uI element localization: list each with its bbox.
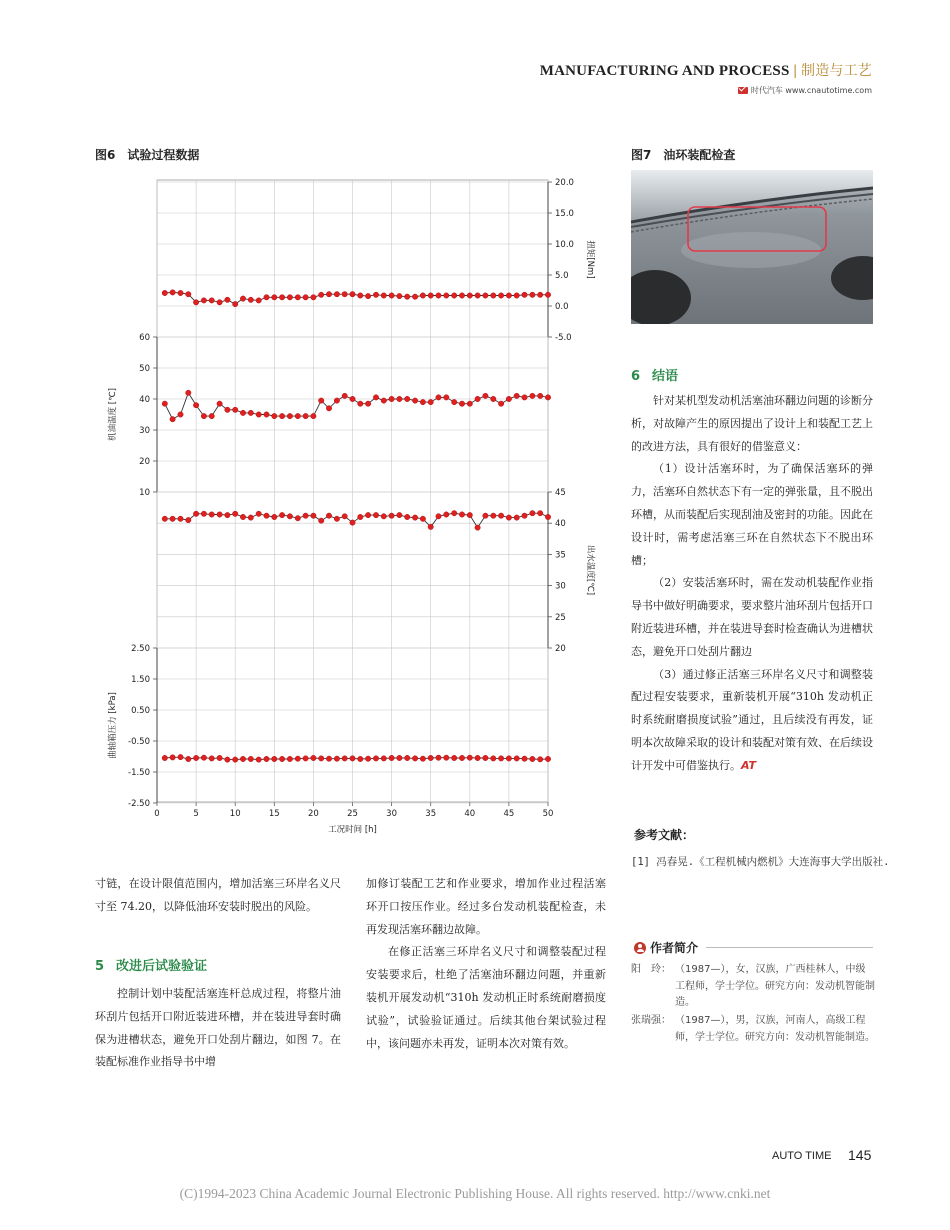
data-point — [311, 295, 316, 300]
data-point — [475, 396, 480, 401]
y-tick-label: 15.0 — [555, 209, 574, 219]
data-point — [483, 513, 488, 518]
data-point — [412, 398, 417, 403]
data-point — [506, 756, 511, 761]
data-point — [272, 756, 277, 761]
data-point — [186, 756, 191, 761]
y-tick-label: 0.0 — [555, 302, 569, 312]
section6-item1: （1）设计活塞环时，为了确保活塞环的弹力，活塞环自然状态下有一定的弹张量，且不脱出环槽，从而装配后实现刮油及密封的功能。因此在设计时，需考虑活塞三环在自然状态下不脱出环槽； — [631, 462, 873, 567]
data-point — [545, 292, 550, 297]
data-point — [428, 755, 433, 760]
author-1-desc: （1987—），女，汉族，广西桂林人，中级工程师，学士学位。研究方向：发动机智能制造。 — [675, 964, 875, 1008]
figure6-chart — [90, 168, 610, 848]
data-point — [225, 297, 230, 302]
data-point — [514, 515, 519, 520]
data-point — [373, 395, 378, 400]
section6-body — [631, 390, 873, 778]
data-point — [233, 511, 238, 516]
data-point — [420, 399, 425, 404]
data-point — [240, 296, 245, 301]
data-point — [217, 755, 222, 760]
data-point — [209, 756, 214, 761]
data-point — [248, 515, 253, 520]
header-site — [738, 85, 872, 96]
chart-svg — [90, 168, 610, 848]
data-point — [264, 295, 269, 300]
data-point — [186, 517, 191, 522]
section5-number: 5 — [95, 959, 105, 974]
data-point — [397, 755, 402, 760]
data-point — [538, 511, 543, 516]
data-point — [436, 514, 441, 519]
data-point — [444, 395, 449, 400]
data-point — [545, 514, 550, 519]
middle-paragraph-2: 在修正活塞三环岸名义尺寸和调整装配过程安装要求后，杜绝了活塞油环翻边问题，并重新装机开展发动机“310h 发动机正时系统耐磨损度试验”，试验验证通过。后续其他台架试验过程中，该问题亦未再发，证明本次对策有效。 — [366, 945, 606, 1050]
data-point — [279, 413, 284, 418]
data-point — [389, 293, 394, 298]
data-point — [467, 401, 472, 406]
header-title-cn: 制造与工艺 — [801, 63, 872, 79]
figure7-photo — [631, 170, 873, 324]
data-point — [240, 514, 245, 519]
data-point — [538, 757, 543, 762]
data-point — [428, 524, 433, 529]
data-point — [178, 290, 183, 295]
middle-column — [366, 873, 606, 1055]
data-point — [178, 754, 183, 759]
data-point — [452, 293, 457, 298]
data-point — [201, 511, 206, 516]
y-tick-label: 30 — [139, 426, 150, 436]
section6-heading — [631, 365, 678, 384]
data-point — [358, 293, 363, 298]
section6-item3 — [631, 664, 873, 778]
y-tick-label: 30 — [555, 581, 566, 592]
y-tick-label: 50 — [139, 364, 150, 374]
y-axis-label: 出水温度[℃] — [585, 544, 595, 596]
data-point — [225, 407, 230, 412]
header-site-text: 时代汽车 www.cnautotime.com — [750, 86, 872, 95]
data-point — [342, 292, 347, 297]
data-point — [264, 756, 269, 761]
data-point — [522, 395, 527, 400]
author-2 — [631, 1013, 875, 1046]
data-point — [545, 395, 550, 400]
y-tick-label: 1.50 — [131, 675, 150, 685]
data-point — [506, 515, 511, 520]
data-point — [233, 757, 238, 762]
data-point — [264, 412, 269, 417]
data-point — [295, 295, 300, 300]
y-tick-label: -1.50 — [128, 768, 150, 778]
data-point — [295, 413, 300, 418]
data-point — [186, 390, 191, 395]
data-point — [303, 756, 308, 761]
data-point — [358, 401, 363, 406]
data-point — [170, 516, 175, 521]
data-point — [193, 511, 198, 516]
x-tick-label: 50 — [542, 809, 554, 819]
data-point — [303, 413, 308, 418]
data-point — [279, 756, 284, 761]
paragraph-continued: 寸链，在设计限值范围内，增加活塞三环岸名义尺寸至 74.20，以降低油环安装时脱出的风险。 — [95, 877, 341, 913]
data-point — [397, 512, 402, 517]
data-point — [311, 513, 316, 518]
y-tick-label: -0.50 — [128, 737, 150, 747]
data-point — [295, 516, 300, 521]
data-point — [193, 403, 198, 408]
y-axis-label: 扭矩[Nm] — [585, 240, 595, 279]
header-separator: | — [793, 63, 797, 79]
data-point — [436, 395, 441, 400]
header-title-en: MANUFACTURING AND PROCESS — [539, 63, 790, 79]
data-point — [264, 513, 269, 518]
data-point — [467, 512, 472, 517]
data-point — [162, 290, 167, 295]
figure6-caption: 图6 试验过程数据 — [95, 148, 200, 162]
data-point — [389, 755, 394, 760]
data-point — [334, 516, 339, 521]
section6-intro: 针对某机型发动机活塞油环翻边问题的诊断分析，对故障产生的原因提出了设计上和装配工艺上的改进方法，具有很好的借鉴意义： — [631, 394, 873, 453]
data-point — [170, 417, 175, 422]
data-point — [475, 525, 480, 530]
data-point — [178, 412, 183, 417]
section6-item3-text: （3）通过修正活塞三环岸名义尺寸和调整装配过程安装要求，重新装机开展“310h 发动机正时系统耐磨损度试验”通过，且后续没有再发，证明本次故障采取的设计和装配对策有效、在后续设计开发中可借鉴执行。 — [631, 667, 873, 772]
authors-heading — [634, 939, 698, 956]
author-2-name: 张瑞强： — [631, 1015, 671, 1026]
y-tick-label: 5.0 — [555, 271, 569, 281]
data-point — [428, 399, 433, 404]
data-point — [381, 398, 386, 403]
data-point — [420, 516, 425, 521]
data-point — [217, 300, 222, 305]
data-point — [381, 756, 386, 761]
x-tick-label: 20 — [307, 809, 319, 819]
data-point — [428, 293, 433, 298]
author-1-name: 阳 玲： — [631, 964, 671, 975]
y-tick-label: 35 — [555, 550, 566, 561]
data-point — [373, 512, 378, 517]
data-point — [162, 401, 167, 406]
series-line — [165, 393, 548, 419]
data-point — [240, 410, 245, 415]
data-point — [412, 756, 417, 761]
data-point — [319, 292, 324, 297]
data-point — [303, 513, 308, 518]
data-point — [326, 513, 331, 518]
data-point — [319, 756, 324, 761]
x-tick-label: 35 — [425, 809, 437, 819]
data-point — [358, 514, 363, 519]
data-point — [209, 298, 214, 303]
data-point — [538, 292, 543, 297]
x-tick-label: 5 — [193, 809, 199, 819]
middle-paragraph-1: 加修订装配工艺和作业要求，增加作业过程活塞环开口按压作业。经过多台发动机装配检查，未再发现活塞环翻边故障。 — [366, 877, 606, 936]
y-tick-label: 25 — [555, 612, 566, 623]
data-point — [162, 755, 167, 760]
data-point — [498, 513, 503, 518]
data-point — [217, 401, 222, 406]
authors-divider — [706, 947, 873, 948]
data-point — [483, 755, 488, 760]
data-point — [326, 292, 331, 297]
data-point — [350, 292, 355, 297]
data-point — [467, 755, 472, 760]
data-point — [303, 295, 308, 300]
data-point — [272, 514, 277, 519]
data-point — [209, 512, 214, 517]
data-point — [373, 756, 378, 761]
data-point — [444, 293, 449, 298]
data-point — [498, 293, 503, 298]
x-tick-label: 10 — [229, 809, 241, 819]
data-point — [350, 396, 355, 401]
data-point — [287, 295, 292, 300]
data-point — [256, 412, 261, 417]
data-point — [365, 401, 370, 406]
section6-title: 结语 — [652, 369, 679, 384]
data-point — [459, 293, 464, 298]
data-point — [459, 512, 464, 517]
data-point — [467, 293, 472, 298]
data-point — [287, 756, 292, 761]
data-point — [530, 393, 535, 398]
y-tick-label: 10 — [139, 488, 150, 498]
data-point — [365, 293, 370, 298]
data-point — [233, 407, 238, 412]
data-point — [475, 755, 480, 760]
data-point — [412, 294, 417, 299]
y-tick-label: 20 — [139, 457, 150, 467]
page-number: 145 — [848, 1147, 872, 1163]
figure7-caption: 图7 油环装配检查 — [631, 148, 736, 162]
y-axis-label: 曲轴箱压力 [kPa] — [108, 692, 118, 759]
x-axis-label: 工况时间 [h] — [328, 825, 377, 835]
data-point — [334, 756, 339, 761]
y-tick-label: -2.50 — [128, 799, 150, 809]
data-point — [225, 757, 230, 762]
y-tick-label: 10.0 — [555, 240, 574, 250]
data-point — [319, 398, 324, 403]
data-point — [326, 406, 331, 411]
data-point — [201, 298, 206, 303]
section6-item2: （2）安装活塞环时，需在发动机装配作业指导书中做好明确要求，要求整片油环刮片包括开口附近装进环槽，并在装进导套时检查确认为进槽状态，避免开口处刮片翻边 — [631, 576, 873, 658]
y-tick-label: 2.50 — [131, 644, 150, 654]
y-tick-label: 20.0 — [555, 178, 574, 188]
data-point — [342, 756, 347, 761]
data-point — [186, 292, 191, 297]
data-point — [365, 512, 370, 517]
data-point — [514, 293, 519, 298]
data-point — [538, 393, 543, 398]
data-point — [506, 396, 511, 401]
data-point — [420, 293, 425, 298]
data-point — [452, 511, 457, 516]
data-point — [452, 399, 457, 404]
data-point — [444, 512, 449, 517]
data-point — [530, 756, 535, 761]
data-point — [193, 755, 198, 760]
data-point — [358, 756, 363, 761]
data-point — [436, 293, 441, 298]
person-icon — [634, 942, 646, 954]
data-point — [311, 755, 316, 760]
y-tick-label: 20 — [555, 644, 566, 654]
data-point — [545, 756, 550, 761]
data-point — [350, 756, 355, 761]
data-point — [279, 512, 284, 517]
data-point — [530, 511, 535, 516]
data-point — [162, 516, 167, 521]
y-tick-label: 40 — [139, 395, 150, 405]
y-tick-label: 45 — [555, 488, 566, 498]
data-point — [170, 290, 175, 295]
data-point — [491, 293, 496, 298]
y-tick-label: -5.0 — [555, 333, 572, 343]
data-point — [498, 756, 503, 761]
data-point — [444, 755, 449, 760]
data-point — [405, 514, 410, 519]
data-point — [272, 413, 277, 418]
data-point — [452, 755, 457, 760]
y-tick-label: 0.50 — [131, 706, 150, 716]
data-point — [530, 292, 535, 297]
x-tick-label: 30 — [386, 809, 398, 819]
x-tick-label: 0 — [154, 809, 160, 819]
y-axis-label: 机油温度 [℃] — [108, 388, 118, 441]
data-point — [350, 520, 355, 525]
data-point — [256, 298, 261, 303]
data-point — [405, 294, 410, 299]
data-point — [412, 515, 417, 520]
data-point — [217, 512, 222, 517]
authors-title: 作者简介 — [650, 941, 699, 955]
data-point — [295, 756, 300, 761]
x-tick-label: 25 — [347, 809, 358, 819]
data-point — [405, 755, 410, 760]
data-point — [272, 295, 277, 300]
x-tick-label: 45 — [503, 809, 515, 819]
section5-paragraph: 控制计划中装配活塞连杆总成过程，将整片油环刮片包括开口附近装进环槽，并在装进导套时确保为进槽状态，避免开口处刮片翻边，如图 7。在装配标准作业指导书中增 — [95, 987, 341, 1069]
data-point — [342, 514, 347, 519]
data-point — [233, 301, 238, 306]
left-column — [95, 873, 341, 919]
data-point — [498, 401, 503, 406]
data-point — [506, 293, 511, 298]
author-1 — [631, 962, 875, 1012]
data-point — [522, 513, 527, 518]
data-point — [522, 292, 527, 297]
x-tick-label: 40 — [464, 809, 476, 819]
piston-ring-photo — [631, 170, 873, 324]
data-point — [311, 413, 316, 418]
author-2-desc: （1987—），男，汉族，河南人，高级工程师，学士学位。研究方向：发动机智能制造。 — [675, 1015, 875, 1043]
data-point — [248, 756, 253, 761]
data-point — [420, 756, 425, 761]
data-point — [256, 757, 261, 762]
data-point — [522, 756, 527, 761]
copyright-notice: (C)1994-2023 China Academic Journal Electronic Publishing House. All rights reserved. http://www.cnki.net — [179, 1186, 771, 1201]
y-tick-label: 60 — [139, 333, 150, 343]
data-point — [287, 413, 292, 418]
data-point — [389, 513, 394, 518]
data-point — [256, 511, 261, 516]
data-point — [397, 293, 402, 298]
data-point — [334, 292, 339, 297]
data-point — [319, 518, 324, 523]
data-point — [397, 396, 402, 401]
data-point — [201, 413, 206, 418]
data-point — [436, 755, 441, 760]
data-point — [459, 401, 464, 406]
data-point — [225, 512, 230, 517]
data-point — [514, 393, 519, 398]
y-tick-label: 40 — [555, 519, 566, 530]
data-point — [365, 756, 370, 761]
section5-heading — [95, 955, 207, 974]
reference-item: [1] 冯春晃.《工程机械内燃机》大连海事大学出版社. — [631, 856, 890, 868]
data-point — [248, 297, 253, 302]
data-point — [334, 398, 339, 403]
data-point — [381, 514, 386, 519]
data-point — [491, 756, 496, 761]
data-point — [342, 393, 347, 398]
data-point — [209, 413, 214, 418]
footer-brand: AUTO TIME — [772, 1150, 832, 1162]
data-point — [178, 516, 183, 521]
section5-body — [95, 983, 341, 1074]
data-point — [326, 756, 331, 761]
data-point — [287, 514, 292, 519]
data-point — [459, 755, 464, 760]
end-mark: AT — [741, 758, 756, 772]
data-point — [193, 300, 198, 305]
data-point — [381, 293, 386, 298]
data-point — [240, 756, 245, 761]
section5-title: 改进后试验验证 — [116, 959, 208, 974]
section6-number: 6 — [631, 369, 641, 384]
data-point — [279, 295, 284, 300]
data-point — [405, 396, 410, 401]
references-heading: 参考文献： — [634, 828, 695, 842]
x-tick-label: 15 — [268, 809, 280, 819]
data-point — [483, 393, 488, 398]
data-point — [248, 410, 253, 415]
data-point — [491, 396, 496, 401]
data-point — [373, 292, 378, 297]
data-point — [491, 513, 496, 518]
journal-header — [540, 60, 872, 80]
data-point — [170, 755, 175, 760]
data-point — [475, 293, 480, 298]
data-point — [389, 396, 394, 401]
data-point — [514, 756, 519, 761]
data-point — [201, 755, 206, 760]
mail-icon — [738, 87, 748, 94]
data-point — [483, 293, 488, 298]
